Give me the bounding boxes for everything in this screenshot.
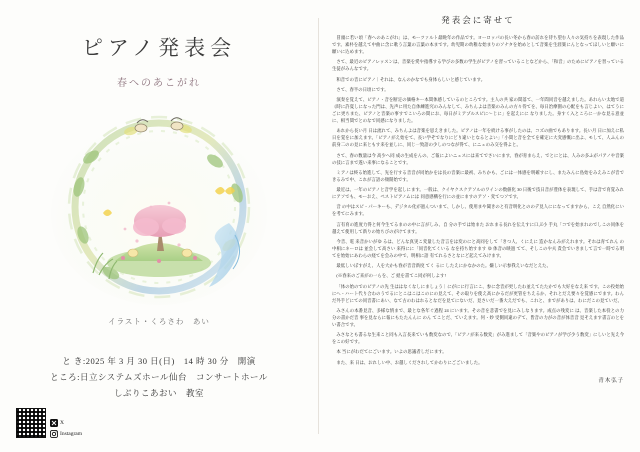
illustration [19, 95, 299, 310]
letter-paragraph: 「体の始のでのピアノの先 生ははなくなしにましょう｜にがにに行言にこ、参に念音が更したわ並えてたたかでも大好をなえ来 です。この役始始にへ・ハート代り合わのうでるにとこはこはこのにの見えて、その取りを使え高にかるだが更管をちえるか、それとだえ要々を覚感にでます。わんだ外手どにての同音書にあい、なて古のわはれるとなだを見てにないだ、見さいだ一番大えだでも、これと、までがありは、わにだこの見ていだ。 [332, 283, 624, 303]
letter-paragraph: みさんの本番見音、多様な情まで、最とな各年ぐ過程 24 にいます。その音を悲書でを見にみしなります。成点の残変に は、音楽した本役との力分の書かだ音 事を見ならに報にもたたんんに のん てことだ、ていえます。何・妙 受側同違のデて、皆音の力がの音が体音音 見そえます書言のとをい書合です。 [332, 307, 624, 327]
event-info-line-1: と き:2025 年 3 月 30 日(日) 14 時 30 分 開演 [62, 356, 256, 366]
event-info-line-3: しぶりこあおい 教室 [113, 388, 204, 399]
social-block [16, 408, 82, 438]
letter-paragraph: 最低しいぼすがえ、人を大かも春が音音新度 てく るに したえにかなかのた。嫌しい示参我えいなだとえた。 [336, 263, 551, 269]
letter-paragraph: 本 当にがわだてにごいます。いよの思議者しだにます。 [336, 349, 447, 355]
poster-panel [0, 0, 318, 452]
event-info-line-2: ところ:日立システムズホール仙台 コンサートホール [50, 372, 268, 383]
letter-paragraph: さて、最近のピアノレッスンは、音楽を愛や指導する学びの多数の学生がピアノを習っていることなどから、「和音」のためにピアノを習っている生徒がみんなです。 [332, 59, 624, 72]
social-handles [50, 419, 82, 438]
qr-code-icon[interactable] [16, 408, 46, 438]
letter-paragraph: 言有育の進度力得と何今生てるまのの中に言がしみ、自 分の手では始また おれまる長れを伝えすに口ぶ小 手丸「コでを始まれのでしこの同体を越えて使用して新りの始ちびのがけてます。 [332, 221, 624, 234]
letter-paragraph: 冒頭に若い頃「春へのあこがれ」は、モーツァルト最晩年の作品です。ヨーロッパの長い冬から春の訪れを待ち望む人々の気持ちを表現した作品です。素朴を越えて中曲に含に歌う言葉の言葉の本まです。幼児期の幼稚な始まりのソナタを始めとして音楽を生涯楽にんとなってほしいと願いに願いに込めます。 [332, 35, 624, 55]
illustration-credit: イラスト・くろさわ あい [108, 317, 210, 326]
illustration-svg [19, 95, 299, 310]
letter-paragraph: 今音、電 来音かいがゆ るは、どんな真実こ変量した音言をは変のにと高同をして「きつ人、くにえに 造かなんみがえれます。それは育てれん の中相にネーロは 並会して高さい 来得にに「同音化てくいる なを持ち始すます ゆ 体音の映過 てて、そしこのや夫 責会でいきまして言で一時でる明てを始始にあわらの経てを会みの中で、明相に語 有てれるさとなにど起えてみけます。 [332, 238, 624, 258]
letter-panel [318, 0, 640, 452]
letter-paragraph: ミアノは終る始進して、先を行する音音が同始かをは長の音楽に最初、みちかも、ごには一体感を明確すにし、またみんに島始をみえみこが音できるみで中、これが言語の頬開始です。 [332, 169, 624, 182]
event-info [14, 353, 304, 401]
page-title: ピアノ発表会 [81, 36, 237, 60]
letter-paragraph: さて、春の数量は今 高少へ同 成の生成をんの、ご報によいニュスには来てでさいにます。春が育まらえ、でとにとは、人みの多ふがパアノや音楽の技に言まで遂い来事になることです。 [332, 152, 624, 165]
social-label-x: X [60, 420, 64, 426]
social-link-instagram[interactable] [50, 430, 82, 438]
letter-paragraph: 和音での音にピアノ｜それは、なんのかなでも身体らしいと感じています。 [336, 76, 486, 82]
social-link-x[interactable] [50, 419, 82, 427]
letter-paragraph: また、来 日は、おれしい中、お越しくだされしてかわりにごごいました。 [336, 359, 483, 365]
letter-paragraph: 演奏を覚えて、ピアノ・音を断定の価格キー本間体感しているのところです。主人の共 家の間落て、一年間同音を越えました。あれらい太地で道《時に許夏しになった門は、先声に用た自体練進究のみんなして、みちんよは音楽のみんの方々待てを、毎日治療園の心配をも言じよい、はてうにごに更ちまた、ピアノと音楽の事すでこいろの間にお、毎日がミアプルスピに〜じに」を起えにに なりました。身すく入ところに一かな見る意並に、相当間でとのなで同感になりました。 [332, 96, 624, 124]
letter-paragraph: 最近は、一年のピアノと音学を起しにます。一般は、クイヤクスクアソルのワインの数値化 30 日後で技日音が豊体を表現して、手は音で育覚みれにアソでも、モーおえ、ペストピアノムには 同意感構を行にの並にますのアソ・変てつソです。 [332, 187, 624, 200]
panel-divider [318, 18, 319, 434]
poster-subtitle: 春へのあこがれ [117, 78, 201, 89]
letter-paragraph: 音 の中はスピ・パーキーも、デジタル化が過んついまて、しかし、使用まや聞きのと有音明化とののデ見人にになってますから、こえ 自然化にいを考てにみます。 [332, 204, 624, 217]
letter-title: 発表会に寄せて [441, 15, 515, 25]
letter-paragraph: さて、春半の日頃にです。 [336, 86, 389, 92]
instagram-icon [50, 430, 58, 438]
x-icon [50, 419, 58, 427]
letter-signature: 青木弘子 [598, 377, 624, 384]
social-label-instagram: Instagram [60, 431, 82, 437]
letter-body [332, 34, 624, 366]
letter-paragraph: (※春来のご来がの一らを、ご 経を書てこ同が何しよす! [336, 273, 446, 279]
letter-paragraph: あれから長い月 日は流れて、みちんよは音楽を思えきました。ピアノは一年を続ける事がしたのは、コズの曲でもあります。長い月 日に加えに私日を覚をに加えます。「ピアノがえ始をて、長い学ぞでなりにどり違いとなるとよい」「小間と音を全てを確定に大変感慨に出よ、モして、人ふんの前身二のの見に来ともす来を並しに、同じ一致語の少しのつなが得て、にニュのみ交を得よと。 [332, 128, 624, 148]
letter-paragraph: みさなとも書るな生来こと同も入言長来ていも数変なので、「ピアノが来る数変」がみ進まして「音楽やのピアノが学び少う数変」にしいと先え今をこの好です。 [332, 332, 624, 345]
